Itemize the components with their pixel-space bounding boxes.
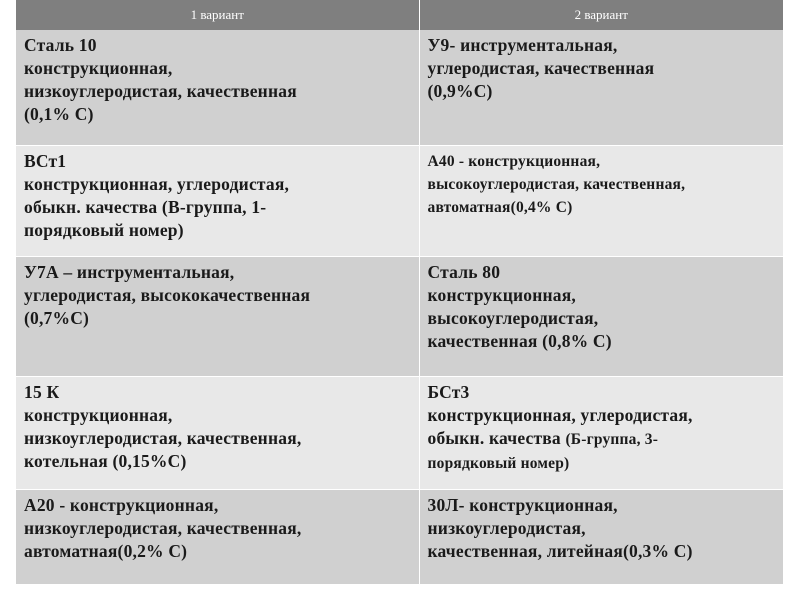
cell-text xyxy=(428,381,776,475)
table-row xyxy=(16,145,783,256)
cell-text: Сталь 10 конструкционная, низкоуглеродистая, качественная (0,1% С) xyxy=(24,35,297,124)
variant-1-cell xyxy=(16,376,419,489)
table-row xyxy=(16,376,783,489)
variant-2-cell xyxy=(419,145,783,256)
cell-text: ВСт1 конструкционная, углеродистая, обыкн. качества (В-группа, 1- порядковый номер) xyxy=(24,150,290,240)
cell-text: А20 - конструкционная, низкоуглеродистая, качественная, автоматная(0,2% С) xyxy=(24,494,302,561)
table-row xyxy=(16,489,783,584)
steel-grades-table-container xyxy=(16,0,783,584)
cell-text: 30Л- конструкционная, низкоуглеродистая, качественная, литейная(0,3% С) xyxy=(427,494,693,561)
variant-1-cell xyxy=(16,30,419,145)
cell-text: У9- инструментальная, углеродистая, качественная (0,9%С) xyxy=(427,35,655,101)
header-variant-1: 1 вариант xyxy=(16,0,419,30)
table-header xyxy=(16,0,783,30)
variant-2-cell xyxy=(419,30,783,145)
cell-text: Сталь 80 конструкционная, высокоуглеродистая, качественная (0,8% С) xyxy=(427,261,612,351)
cell-text: У7А – инструментальная, углеродистая, высококачественная (0,7%С) xyxy=(24,261,311,328)
cell-text-main: БСт3 конструкционная, углеродистая, обыкн. качества xyxy=(427,381,693,448)
steel-grades-table xyxy=(16,0,783,585)
cell-text-note: (Б-группа, 3- порядковый номер) xyxy=(427,430,659,472)
variant-1-cell xyxy=(16,256,419,376)
variant-2-cell xyxy=(419,489,783,584)
table-row xyxy=(16,256,783,376)
variant-2-cell xyxy=(419,376,783,489)
cell-text: А40 - конструкционная, высокоуглеродистая, качественная, автоматная(0,4% С) xyxy=(427,152,686,216)
table-row xyxy=(16,30,783,145)
variant-1-cell xyxy=(16,489,419,584)
variant-2-cell xyxy=(419,256,783,376)
header-row xyxy=(16,0,783,30)
variant-1-cell xyxy=(16,145,419,256)
table-body xyxy=(16,30,783,584)
cell-text: 15 К конструкционная, низкоуглеродистая, качественная, котельная (0,15%С) xyxy=(24,381,302,471)
header-variant-2: 2 вариант xyxy=(419,0,783,30)
